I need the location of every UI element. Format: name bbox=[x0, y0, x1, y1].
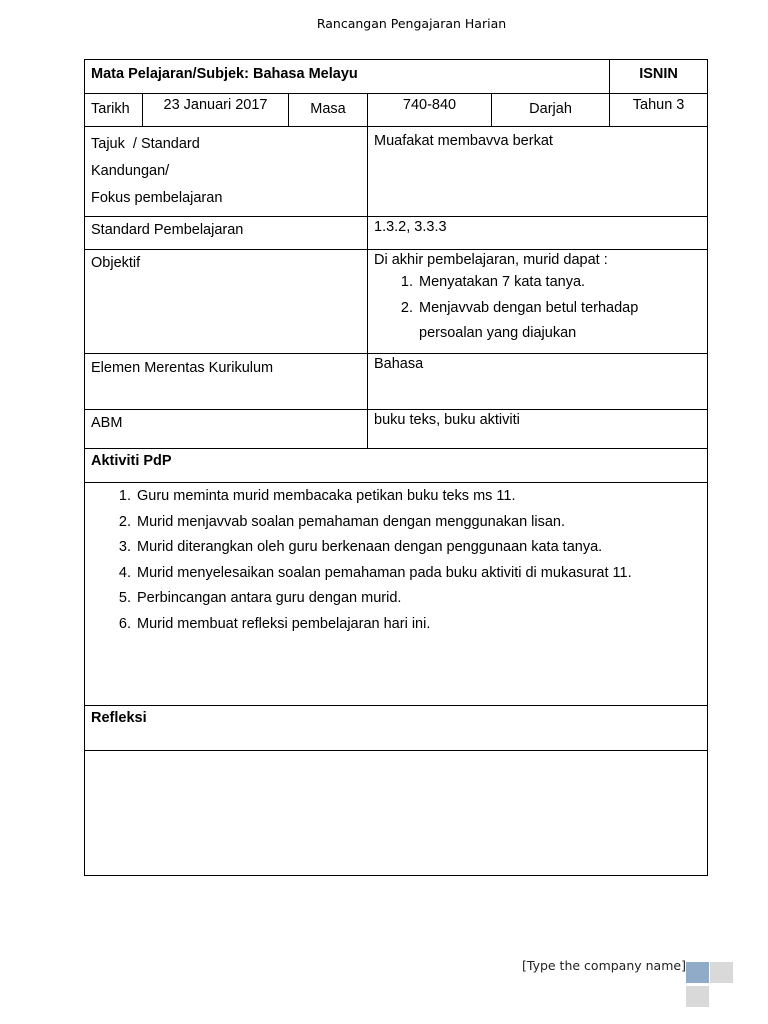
refleksi-heading-row bbox=[85, 706, 708, 751]
page-title: Rancangan Pengajaran Harian bbox=[316, 16, 507, 31]
aktiviti-list bbox=[137, 484, 701, 637]
tajuk-label bbox=[85, 127, 368, 217]
darjah-value: Tahun 3 bbox=[610, 94, 708, 127]
aktiviti-row bbox=[85, 483, 708, 706]
tajuk-label-line2: Kandungan/ bbox=[91, 163, 170, 179]
refleksi-row bbox=[85, 751, 708, 876]
refleksi-heading: Refleksi bbox=[85, 706, 708, 751]
aktiviti-heading-row bbox=[85, 449, 708, 483]
objektif-list bbox=[419, 270, 701, 347]
emk-value: Bahasa bbox=[368, 354, 708, 410]
tarikh-label: Tarikh bbox=[85, 94, 143, 127]
aktiviti-item: Murid diterangkan oleh guru berkenaan dengan penggunaan kata tanya. bbox=[137, 539, 603, 555]
emk-row bbox=[85, 354, 708, 410]
tarikh-value: 23 Januari 2017 bbox=[143, 94, 289, 127]
info-row bbox=[85, 94, 708, 127]
aktiviti-item: Guru meminta murid membacaka petikan buku teks ms 11. bbox=[137, 488, 516, 504]
day-value: ISNIN bbox=[610, 60, 708, 94]
aktiviti-item: Murid membuat refleksi pembelajaran hari ini. bbox=[137, 615, 431, 632]
aktiviti-item: Murid menyelesaikan soalan pemahaman pada buku aktiviti di mukasurat 11. bbox=[137, 564, 632, 581]
tajuk-value: Muafakat membavva berkat bbox=[368, 127, 708, 217]
aktiviti-item: Perbincangan antara guru dengan murid. bbox=[137, 590, 402, 606]
emk-label: Elemen Merentas Kurikulum bbox=[85, 354, 368, 410]
company-name-placeholder: [Type the company name] bbox=[522, 958, 686, 973]
abm-row bbox=[85, 410, 708, 449]
aktiviti-heading: Aktiviti PdP bbox=[85, 449, 708, 483]
subject-label: Mata Pelajaran/Subjek: Bahasa Melayu bbox=[85, 60, 610, 94]
standard-row bbox=[85, 217, 708, 250]
objektif-content bbox=[368, 250, 708, 354]
subject-row bbox=[85, 60, 708, 94]
footer-decor-square bbox=[686, 986, 709, 1007]
standard-label: Standard Pembelajaran bbox=[85, 217, 368, 250]
masa-label: Masa bbox=[289, 94, 368, 127]
masa-value: 740-840 bbox=[368, 94, 492, 127]
lesson-plan-table bbox=[84, 59, 708, 876]
footer-decor-square bbox=[710, 962, 733, 983]
tajuk-row bbox=[85, 127, 708, 217]
tajuk-label-line1: Tajuk / Standard bbox=[91, 136, 200, 152]
footer-decor-square bbox=[686, 962, 709, 983]
standard-value: 1.3.2, 3.3.3 bbox=[368, 217, 708, 250]
objektif-item: Menjavvab dengan betul terhadap persoalan yang diajukan bbox=[419, 299, 639, 341]
aktiviti-content bbox=[85, 483, 708, 706]
aktiviti-item: Murid menjavvab soalan pemahaman dengan menggunakan lisan. bbox=[137, 513, 566, 530]
tajuk-label-line3: Fokus pembelajaran bbox=[91, 190, 223, 206]
abm-label: ABM bbox=[85, 410, 368, 449]
objektif-row bbox=[85, 250, 708, 354]
darjah-label: Darjah bbox=[492, 94, 610, 127]
abm-value: buku teks, buku aktiviti bbox=[368, 410, 708, 449]
objektif-intro: Di akhir pembelajaran, murid dapat : bbox=[374, 252, 608, 268]
objektif-label: Objektif bbox=[85, 250, 368, 354]
objektif-item: Menyatakan 7 kata tanya. bbox=[419, 274, 586, 290]
refleksi-value bbox=[85, 751, 708, 876]
